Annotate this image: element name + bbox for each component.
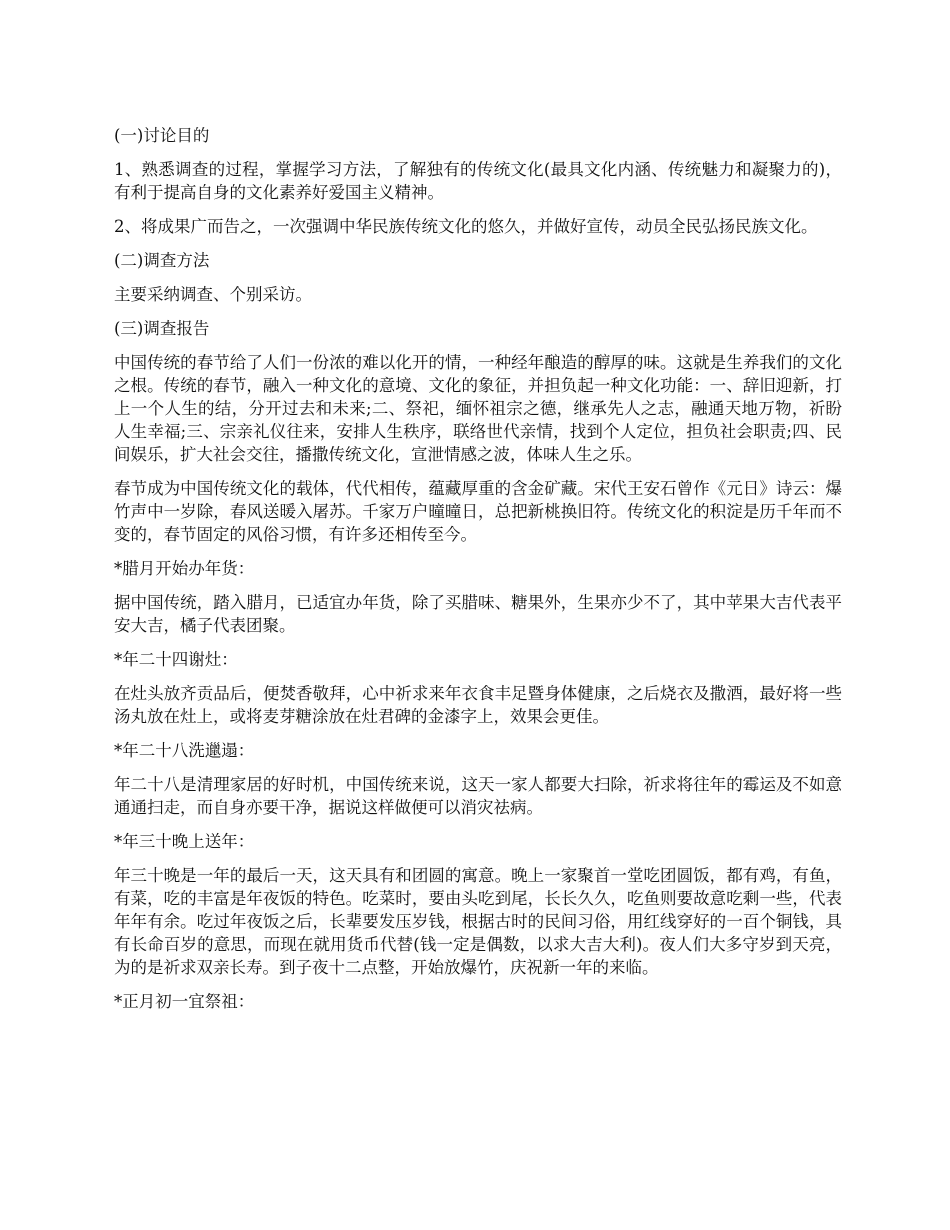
paragraph-new-year-goods: 据中国传统，踏入腊月，已适宜办年货，除了买腊味、糖果外，生果亦少不了，其中苹果大吉代表平安大吉，橘子代表团聚。 xyxy=(114,593,842,635)
heading-ancestor-worship: *正月初一宜祭祖： xyxy=(114,992,255,1011)
heading-kitchen-god: *年二十四谢灶： xyxy=(114,650,238,669)
heading-new-years-eve: *年三十晚上送年： xyxy=(114,832,255,851)
heading-discussion-purpose: (一)讨论目的 xyxy=(114,126,210,145)
paragraph-new-years-eve: 年三十晚是一年的最后一天，这天具有和团圆的寓意。晚上一家聚首一堂吃团圆饭，都有鸡，有鱼，有菜，吃的丰富是年夜饭的特色。吃菜时，要由头吃到尾，长长久久，吃鱼则要故意吃剩一些，代表年年有余。吃过年夜饭之后，长辈要发压岁钱，根据古时的民间习俗，用红线穿好的一百个铜钱，具有长命百岁的意思，而现在就用货币代替(钱一定是偶数，以求大吉大利)。夜人们大多守岁到天亮，为的是祈求双亲长寿。到子夜十二点整，开始放爆竹，庆祝新一年的来临。 xyxy=(114,866,842,977)
document-body xyxy=(114,124,842,1024)
heading-survey-report: (三)调查报告 xyxy=(114,319,210,338)
heading-new-year-goods: *腊月开始办年货： xyxy=(114,559,255,578)
paragraph-purpose-2: 2、将成果广而告之，一次强调中华民族传统文化的悠久，并做好宣传，动员全民弘扬民族文化。 xyxy=(114,217,818,236)
heading-cleaning: *年二十八洗邋遢： xyxy=(114,741,255,760)
paragraph-spring-festival-carrier: 春节成为中国传统文化的载体，代代相传，蕴藏厚重的含金矿藏。宋代王安石曾作《元日》诗云：爆竹声中一岁除，春风送暖入屠苏。千家万户曈曈日，总把新桃换旧符。传统文化的积淀是历千年而不变的，春节固定的风俗习惯，有许多还相传至今。 xyxy=(114,479,842,544)
paragraph-cleaning: 年二十八是清理家居的好时机，中国传统来说，这天一家人都要大扫除，祈求将往年的霉运及不如意通通扫走，而自身亦要干净，据说这样做便可以消灾祛病。 xyxy=(114,775,842,817)
heading-survey-method: (二)调查方法 xyxy=(114,251,210,270)
paragraph-survey-method: 主要采纳调查、个别采访。 xyxy=(114,285,312,304)
paragraph-kitchen-god: 在灶头放齐贡品后，便焚香敬拜，心中祈求来年衣食丰足暨身体健康，之后烧衣及撒酒，最好将一些汤丸放在灶上，或将麦芽糖涂放在灶君碑的金漆字上，效果会更佳。 xyxy=(114,684,842,726)
paragraph-purpose-1: 1、熟悉调查的过程，掌握学习方法，了解独有的传统文化(最具文化内涵、传统魅力和凝聚力的)，有利于提高自身的文化素养好爱国主义精神。 xyxy=(114,160,842,202)
paragraph-spring-festival-culture: 中国传统的春节给了人们一份浓的难以化开的情，一种经年酿造的醇厚的味。这就是生养我们的文化之根。传统的春节，融入一种文化的意境、文化的象征，并担负起一种文化功能：一、辞旧迎新，打上一个人生的结，分开过去和未来;二、祭祀，缅怀祖宗之德，继承先人之志，融通天地万物，祈盼人生幸福;三、宗亲礼仪往来，安排人生秩序，联络世代亲情，找到个人定位，担负社会职责;四、民间娱乐，扩大社会交往，播撒传统文化，宣泄情感之波，体味人生之乐。 xyxy=(114,353,842,464)
